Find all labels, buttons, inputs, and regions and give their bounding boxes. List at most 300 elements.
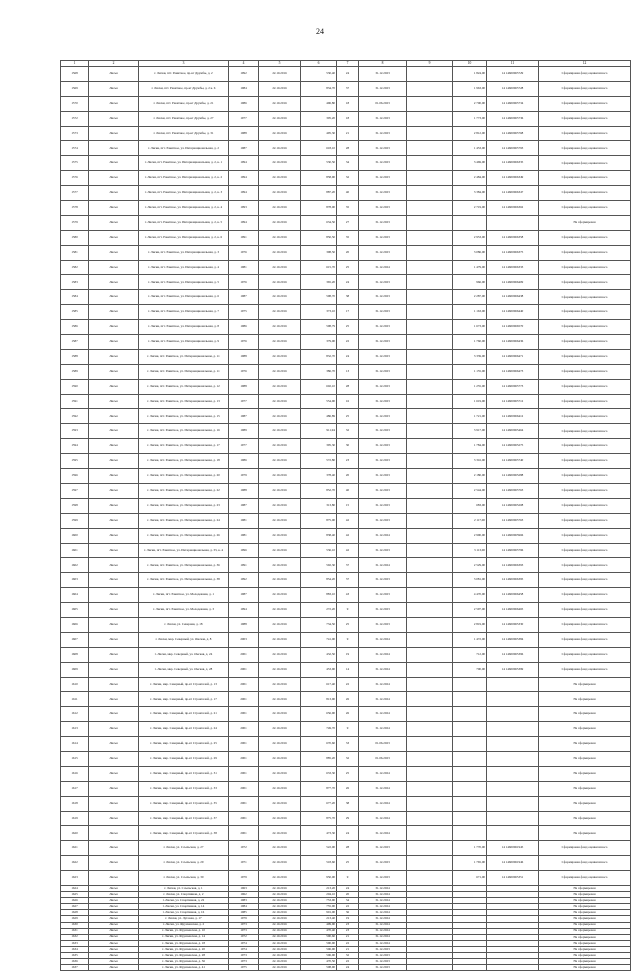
date-cell: 22.10.2016 [259, 811, 301, 826]
account-cell [487, 766, 539, 781]
address-cell: г. Лиски, мкр. Северный, пр-кт Строителей, д. 21 [139, 707, 229, 722]
status-cell: Сформирован фонд оценки износа [539, 245, 631, 260]
address-cell: г. Лиски, мкр. Северный, пр-кт Строителей, д. 25 [139, 737, 229, 752]
table-row [61, 186, 631, 201]
area-cell: 602,10 [301, 379, 337, 394]
district-cell: Лисья [89, 885, 139, 891]
status-cell: Не сформирован [539, 940, 631, 946]
account-cell: 14 14600065208 [487, 498, 539, 513]
empty-cell [407, 677, 453, 692]
deadline-cell: 31.12.2023 [359, 617, 407, 632]
row-number-cell: 1569 [61, 81, 89, 96]
date-cell: 22.10.2016 [259, 201, 301, 216]
district-cell: Лисья [89, 953, 139, 959]
date-cell: 22.10.2016 [259, 892, 301, 898]
date-cell: 22.10.2016 [259, 498, 301, 513]
district-cell: Лисья [89, 260, 139, 275]
empty-cell [407, 111, 453, 126]
empty-cell [407, 96, 453, 111]
address-cell: г. Лиски, мкр. Северный, пр-кт Строителей, д. 38 [139, 826, 229, 841]
area-cell: 901,00 [301, 910, 337, 916]
row-number-cell: 1636 [61, 959, 89, 965]
address-cell: г. Лиски, ул. Фрунзенская, д. 36 [139, 959, 229, 965]
account-cell: 14 14600065330 [487, 617, 539, 632]
district-cell: Лисья [89, 439, 139, 454]
amount-cell: 3 384,00 [453, 186, 487, 201]
row-number-cell: 1579 [61, 215, 89, 230]
count-cell: 36 [337, 910, 359, 916]
count-cell: 24 [337, 275, 359, 290]
empty-cell [407, 826, 453, 841]
area-cell: 530,40 [301, 67, 337, 82]
address-cell: г. Лиски, пгт. Ракитное, ул. Интернациональная, д. 2, к. 2 [139, 171, 229, 186]
count-cell: 22 [337, 335, 359, 350]
row-number-cell: 1570 [61, 96, 89, 111]
status-cell: Сформирован фонд оценки износа [539, 424, 631, 439]
account-cell: 14 14600066473 [487, 364, 539, 379]
status-cell: Сформирован фонд оценки износа [539, 439, 631, 454]
date-cell: 22.10.2016 [259, 946, 301, 952]
row-number-cell: 1631 [61, 928, 89, 934]
empty-cell [407, 171, 453, 186]
area-cell: 883,10 [301, 588, 337, 603]
row-number-cell: 1609 [61, 662, 89, 677]
status-cell: Сформирован фонд оценки износа [539, 856, 631, 871]
row-number-cell: 1575 [61, 156, 89, 171]
status-cell: Сформирован фонд оценки износа [539, 305, 631, 320]
district-cell: Лисья [89, 67, 139, 82]
count-cell: 43 [337, 588, 359, 603]
deadline-cell: 31.12.2023 [359, 141, 407, 156]
district-cell: Лисья [89, 573, 139, 588]
row-number-cell: 1637 [61, 965, 89, 971]
deadline-cell: 31.12.2023 [359, 588, 407, 603]
account-cell: 14 14600065740 [487, 454, 539, 469]
deadline-cell: 31.12.2023 [359, 335, 407, 350]
address-cell: г. Лиски, мкр. Северный, пр-кт Строителей, д. 37 [139, 811, 229, 826]
address-cell: г. Лиски, ул. Фрунзенская, д. 18 [139, 940, 229, 946]
empty-cell [407, 766, 453, 781]
count-cell: 20 [337, 892, 359, 898]
count-cell: 17 [337, 305, 359, 320]
account-cell: 14 14600065966 [487, 528, 539, 543]
deadline-cell: 31.12.2024 [359, 677, 407, 692]
district-cell: Лисья [89, 558, 139, 573]
amount-cell: 2 544,00 [453, 483, 487, 498]
account-cell [487, 677, 539, 692]
area-cell: 598,70 [301, 290, 337, 305]
district-cell: Лисья [89, 409, 139, 424]
year-cell: 1987 [229, 141, 259, 156]
row-number-cell: 1623 [61, 871, 89, 886]
date-cell: 22.10.2016 [259, 898, 301, 904]
deadline-cell: 31.12.2023 [359, 111, 407, 126]
status-cell: Не сформирован [539, 811, 631, 826]
status-cell: Не сформирован [539, 737, 631, 752]
date-cell: 22.10.2016 [259, 904, 301, 910]
empty-cell [407, 67, 453, 82]
district-cell: Лисья [89, 934, 139, 940]
status-cell: Сформирован фонд оценки износа [539, 201, 631, 216]
column-header: 7 [337, 61, 359, 67]
account-cell: 14 14600066409 [487, 275, 539, 290]
district-cell: Лисья [89, 513, 139, 528]
year-cell: 2001 [229, 722, 259, 737]
count-cell: 38 [337, 796, 359, 811]
count-cell: 19 [337, 647, 359, 662]
row-number-cell: 1632 [61, 934, 89, 940]
deadline-cell: 31.12.2024 [359, 662, 407, 677]
table-row [61, 409, 631, 424]
address-cell: г. Лиски, ул. Фрунзенская, д. 20 [139, 946, 229, 952]
status-cell: Не сформирован [539, 892, 631, 898]
district-cell: Лисья [89, 290, 139, 305]
district-cell: Лисья [89, 111, 139, 126]
table-row [61, 811, 631, 826]
status-cell: Не сформирован [539, 965, 631, 971]
district-cell: Лисья [89, 96, 139, 111]
empty-cell [407, 692, 453, 707]
count-cell: 25 [337, 766, 359, 781]
deadline-cell: 31.12.2023 [359, 379, 407, 394]
address-cell: г. Лиски, ул. Северная, д. 18 [139, 617, 229, 632]
count-cell: 37 [337, 81, 359, 96]
district-cell: Лисья [89, 81, 139, 96]
district-cell: Лисья [89, 940, 139, 946]
area-cell: 885,20 [301, 751, 337, 766]
empty-cell [407, 811, 453, 826]
amount-cell: 1 453,00 [453, 141, 487, 156]
amount-cell: 2 812,00 [453, 126, 487, 141]
status-cell: Сформирован фонд оценки износа [539, 126, 631, 141]
row-number-cell: 1587 [61, 335, 89, 350]
year-cell: 1976 [229, 245, 259, 260]
date-cell: 22.10.2016 [259, 67, 301, 82]
year-cell: 1974 [229, 940, 259, 946]
status-cell: Не сформирован [539, 885, 631, 891]
status-cell: Не сформирован [539, 898, 631, 904]
address-cell: г. Лиски, пгт. Ракитное, ул. Интернациональная, д. 12 [139, 379, 229, 394]
count-cell: 16 [337, 394, 359, 409]
deadline-cell: 31.12.2023 [359, 290, 407, 305]
empty-cell [407, 588, 453, 603]
area-cell: 598,79 [301, 320, 337, 335]
address-cell: г. Лиски, ул. Ссыльская, д. 30 [139, 871, 229, 886]
account-cell: 14 14600066412 [487, 409, 539, 424]
date-cell: 22.10.2016 [259, 469, 301, 484]
date-cell: 22.10.2016 [259, 910, 301, 916]
row-number-cell: 1600 [61, 528, 89, 543]
status-cell: Сформирован фонд оценки износа [539, 394, 631, 409]
account-cell: 14 14600065763 [487, 513, 539, 528]
area-cell: 495,30 [301, 126, 337, 141]
empty-cell [407, 81, 453, 96]
address-cell: г. Лиски, ул. Спортивная, д. 22 [139, 898, 229, 904]
count-cell: 37 [337, 558, 359, 573]
table-row [61, 320, 631, 335]
count-cell: 9 [337, 632, 359, 647]
date-cell: 22.10.2016 [259, 335, 301, 350]
year-cell: 1986 [229, 454, 259, 469]
row-number-cell: 1576 [61, 171, 89, 186]
deadline-cell: 31.12.2023 [359, 959, 407, 965]
address-cell: г. Лиски, мкр. Северный, пр-кт Строителей, д. 17 [139, 692, 229, 707]
year-cell: 1992 [229, 573, 259, 588]
count-cell: 42 [337, 528, 359, 543]
address-cell: г. Лиски, пгт. Ракитное, ул. Интернациональная, д. 8 [139, 320, 229, 335]
amount-cell: 966,00 [453, 275, 487, 290]
district-cell: Лисья [89, 781, 139, 796]
table-row [61, 424, 631, 439]
district-cell: Лисья [89, 275, 139, 290]
district-cell: Лисья [89, 335, 139, 350]
address-cell: г. Лиски, пгт. Ракитное, ул. Интернациональная, д. 22 [139, 483, 229, 498]
empty-cell [407, 498, 453, 513]
year-cell: 2001 [229, 707, 259, 722]
table-row [61, 335, 631, 350]
account-cell: 14 14600061946 [487, 856, 539, 871]
date-cell: 22.10.2016 [259, 707, 301, 722]
address-cell: г. Лиски, пгт. Ракитное, ул. Интернациональная, д. 11 [139, 349, 229, 364]
empty-cell [407, 454, 453, 469]
column-header: 8 [359, 61, 407, 67]
deadline-cell: 31.12.2023 [359, 469, 407, 484]
account-cell [487, 781, 539, 796]
table-row [61, 483, 631, 498]
deadline-cell: 31.12.2024 [359, 260, 407, 275]
address-cell: г. Лиски, ул. Спортивная, д. 14 [139, 904, 229, 910]
district-cell: Лисья [89, 364, 139, 379]
address-cell: г. Лиски, пгт. Ракитное, ул. Интернациональная, д. 2, к. 3 [139, 186, 229, 201]
amount-cell [453, 707, 487, 722]
area-cell: 875,70 [301, 811, 337, 826]
year-cell: 1987 [229, 498, 259, 513]
count-cell: 20 [337, 245, 359, 260]
year-cell: 2001 [229, 662, 259, 677]
area-cell: 677,20 [301, 796, 337, 811]
district-cell: Лисья [89, 543, 139, 558]
address-cell: г. Лиски, пгт. Ракитное, ул. Интернациональная, д. 16 [139, 424, 229, 439]
date-cell: 22.10.2016 [259, 934, 301, 940]
date-cell: 22.10.2016 [259, 953, 301, 959]
row-number-cell: 1593 [61, 424, 89, 439]
deadline-cell: 31.12.2023 [359, 156, 407, 171]
district-cell: Лисья [89, 871, 139, 886]
district-cell: Лисья [89, 201, 139, 216]
table-row [61, 662, 631, 677]
area-cell: 749,70 [301, 722, 337, 737]
empty-cell [407, 290, 453, 305]
district-cell: Лисья [89, 588, 139, 603]
row-number-cell: 1599 [61, 513, 89, 528]
account-cell [487, 692, 539, 707]
area-cell: 590,60 [301, 934, 337, 940]
count-cell: 40 [337, 483, 359, 498]
empty-cell [407, 737, 453, 752]
account-cell: 14 14600061945 [487, 841, 539, 856]
count-cell: 25 [337, 260, 359, 275]
deadline-cell: 31.12.2024 [359, 647, 407, 662]
count-cell: 21 [337, 946, 359, 952]
account-cell [487, 811, 539, 826]
status-cell: Сформирован фонд оценки износа [539, 290, 631, 305]
empty-cell [407, 320, 453, 335]
deadline-cell: 31.12.2023 [359, 126, 407, 141]
amount-cell: 2 819,00 [453, 617, 487, 632]
row-number-cell: 1619 [61, 811, 89, 826]
deadline-cell: 31.12.2024 [359, 707, 407, 722]
area-cell: 834,70 [301, 81, 337, 96]
address-cell: г. Лиски, мкр. Северный, пр-кт Строителей, д. 13 [139, 677, 229, 692]
row-number-cell: 1626 [61, 898, 89, 904]
deadline-cell: 31.12.2024 [359, 940, 407, 946]
amount-cell: 3 469,00 [453, 156, 487, 171]
area-cell: 656,90 [301, 707, 337, 722]
date-cell: 22.10.2016 [259, 922, 301, 928]
table-body [61, 61, 631, 971]
table-row [61, 588, 631, 603]
area-cell: 378,40 [301, 469, 337, 484]
district-cell: Лисья [89, 305, 139, 320]
empty-cell [407, 379, 453, 394]
area-cell: 590,90 [301, 940, 337, 946]
table-row [61, 871, 631, 886]
status-cell: Не сформирован [539, 934, 631, 940]
year-cell: 1979 [229, 871, 259, 886]
date-cell: 22.10.2016 [259, 781, 301, 796]
area-cell: 272,20 [301, 603, 337, 618]
address-cell: г. Лиски, пгт. Ракитное, ул. Интернациональная, д. 11 [139, 364, 229, 379]
deadline-cell: 31.12.2023 [359, 81, 407, 96]
address-cell: г. Лиски, мкр. Северный, ул. Омская, д. 8 [139, 632, 229, 647]
account-cell [487, 965, 539, 971]
address-cell: г. Лиски, ул. Фрунзенская, д. 10 [139, 928, 229, 934]
district-cell: Лисья [89, 856, 139, 871]
account-cell: 14 14600066335 [487, 156, 539, 171]
year-cell: 1984 [229, 81, 259, 96]
district-cell: Лисья [89, 424, 139, 439]
address-cell: г. Лиски, пгт. Ракитное, ул. Интернациональная, д. 24 [139, 513, 229, 528]
year-cell: 1972 [229, 934, 259, 940]
date-cell: 22.10.2016 [259, 588, 301, 603]
address-cell: г. Лиски, пгт. Ракитное, пр-кт Дружбы, д. 31 [139, 126, 229, 141]
address-cell: г. Лиски, пгт. Ракитное, ул. Интернациональная, д. 9 [139, 335, 229, 350]
deadline-cell: 31.12.2023 [359, 573, 407, 588]
address-cell: г. Лиски, ул. Спортивная, д. 2 [139, 892, 229, 898]
count-cell: 32 [337, 751, 359, 766]
empty-cell [407, 349, 453, 364]
date-cell: 22.10.2016 [259, 230, 301, 245]
row-number-cell: 1635 [61, 953, 89, 959]
account-cell: 14 14600065288 [487, 469, 539, 484]
area-cell: 506,90 [301, 946, 337, 952]
empty-cell [407, 156, 453, 171]
area-cell: 473,30 [301, 826, 337, 841]
row-number-cell: 1596 [61, 469, 89, 484]
year-cell: 1987 [229, 290, 259, 305]
year-cell: 2001 [229, 647, 259, 662]
address-cell: г. Лиски, пгт. Ракитное, пр-кт Дружбы, д. 2 к. 6 [139, 81, 229, 96]
amount-cell: 2 719,00 [453, 201, 487, 216]
amount-cell [453, 215, 487, 230]
account-cell: 14 14600065768 [487, 126, 539, 141]
year-cell: 1972 [229, 841, 259, 856]
table-row [61, 573, 631, 588]
deadline-cell: 31.12.2024 [359, 934, 407, 940]
account-cell [487, 215, 539, 230]
status-cell: Не сформирован [539, 959, 631, 965]
account-cell: 14 14600065396 [487, 647, 539, 662]
year-cell: 1988 [229, 483, 259, 498]
count-cell: 26 [337, 781, 359, 796]
table-row [61, 632, 631, 647]
amount-cell [453, 796, 487, 811]
year-cell: 1973 [229, 959, 259, 965]
account-cell: 14 14600065464 [487, 424, 539, 439]
area-cell: 753,90 [301, 898, 337, 904]
year-cell: 1987 [229, 588, 259, 603]
account-cell: 14 14600065399 [487, 662, 539, 677]
table-row [61, 796, 631, 811]
address-cell: г. Лиски, пгт. Ракитное, ул. Интернациональная, д. 13 [139, 394, 229, 409]
date-cell: 22.10.2016 [259, 617, 301, 632]
year-cell: 1973 [229, 928, 259, 934]
address-cell: г. Лиски, ул. Ссыльская, д. 29 [139, 856, 229, 871]
account-cell: 14 14600066393 [487, 558, 539, 573]
row-number-cell: 1604 [61, 588, 89, 603]
deadline-cell: 31.12.2024 [359, 722, 407, 737]
column-header: 11 [487, 61, 539, 67]
area-cell: 741,00 [301, 632, 337, 647]
date-cell: 22.10.2016 [259, 364, 301, 379]
count-cell: 21 [337, 934, 359, 940]
count-cell: 35 [337, 201, 359, 216]
area-cell: 887,20 [301, 186, 337, 201]
table-row [61, 275, 631, 290]
date-cell: 22.10.2016 [259, 81, 301, 96]
count-cell: 9 [337, 871, 359, 886]
count-cell: 32 [337, 424, 359, 439]
district-cell: Лисья [89, 245, 139, 260]
year-cell: 2001 [229, 781, 259, 796]
amount-cell: 1 472,00 [453, 632, 487, 647]
column-header: 5 [259, 61, 301, 67]
status-cell: Сформирован фонд оценки износа [539, 335, 631, 350]
empty-cell [407, 662, 453, 677]
district-cell: Лисья [89, 215, 139, 230]
district-cell: Лисья [89, 766, 139, 781]
area-cell: 470,50 [301, 959, 337, 965]
deadline-cell: 31.12.2024 [359, 916, 407, 922]
status-cell: Сформирован фонд оценки износа [539, 96, 631, 111]
empty-cell [407, 871, 453, 886]
count-cell: 24 [337, 885, 359, 891]
column-header: 12 [539, 61, 631, 67]
row-number-cell: 1580 [61, 230, 89, 245]
year-cell: 1973 [229, 922, 259, 928]
status-cell: Сформирован фонд оценки износа [539, 454, 631, 469]
date-cell: 22.10.2016 [259, 558, 301, 573]
count-cell: 28 [337, 379, 359, 394]
empty-cell [407, 647, 453, 662]
district-cell: Лисья [89, 959, 139, 965]
count-cell: 23 [337, 454, 359, 469]
count-cell: 34 [337, 156, 359, 171]
address-cell: г. Лиски, ул. Фрунзенская, д. 28 [139, 953, 229, 959]
status-cell: Сформирован фонд оценки износа [539, 81, 631, 96]
date-cell: 22.10.2016 [259, 290, 301, 305]
table-row [61, 454, 631, 469]
